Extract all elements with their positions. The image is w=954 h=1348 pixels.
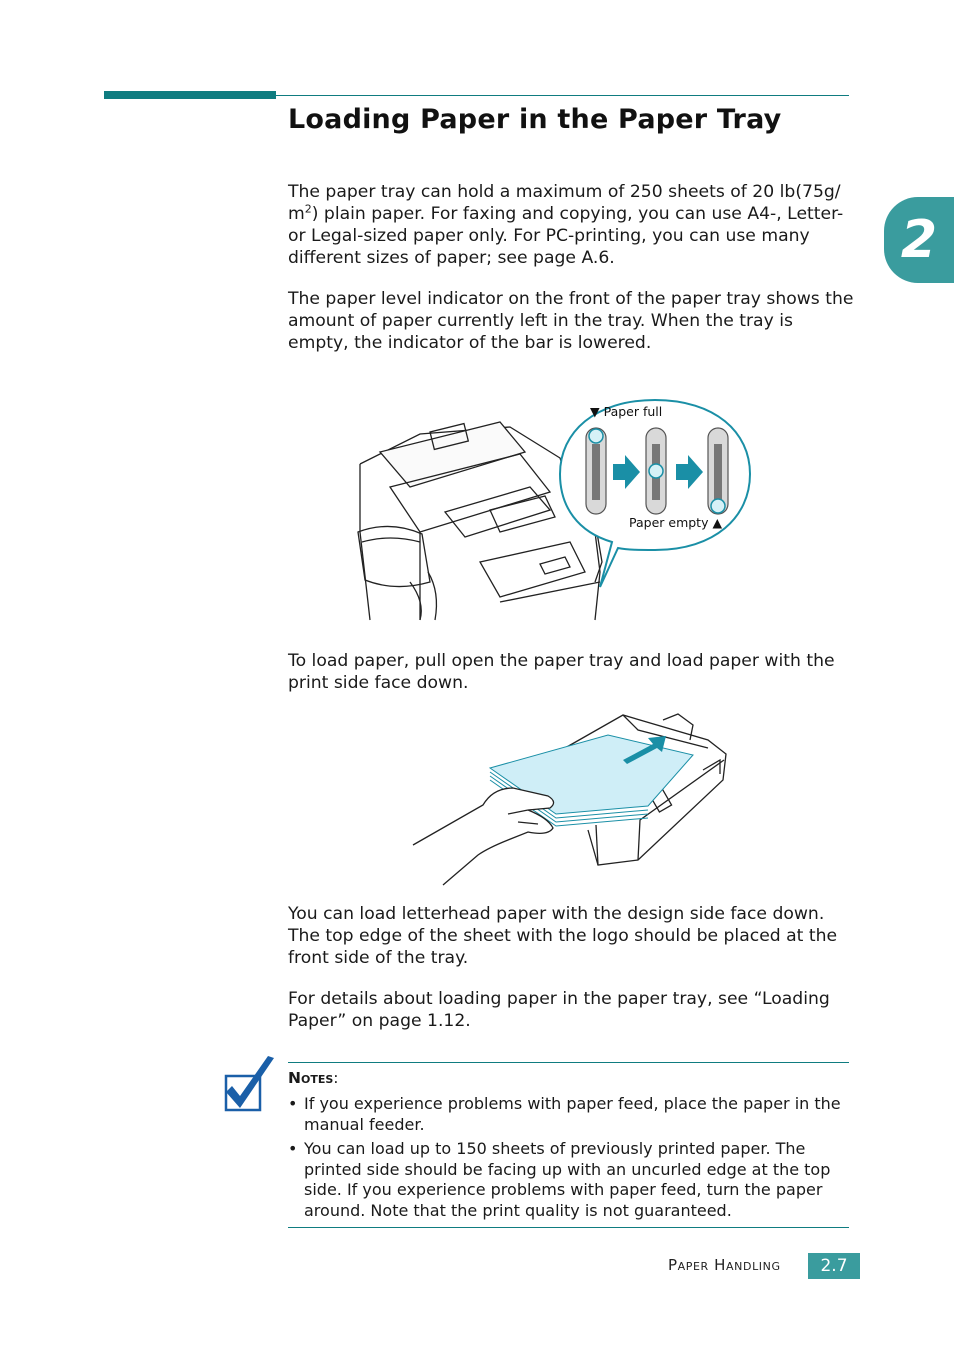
chapter-number: 2 bbox=[900, 210, 938, 270]
notes-rule-top bbox=[288, 1062, 849, 1063]
footer-section-title: Paper Handling bbox=[668, 1256, 781, 1274]
bar-slot bbox=[592, 444, 600, 500]
machine-level-figure bbox=[350, 392, 760, 622]
page-title: Loading Paper in the Paper Tray bbox=[288, 104, 782, 135]
level-bar-full bbox=[586, 428, 606, 514]
paragraph-see-also: For details about loading paper in the paper tray, see “Loading Paper” on page 1.12. bbox=[288, 989, 830, 1031]
paragraph-level-indicator: The paper level indicator on the front of the paper tray shows the amount of paper currently left in the tray. When the tray is empty, the indicator of the bar is lowered. bbox=[288, 289, 854, 353]
tray-loading-figure bbox=[408, 710, 738, 888]
note-item: • You can load up to 150 sheets of previously printed paper. The printed side should be facing up with an uncurled edge at the top side. If you experience problems with paper feed, turn the paper around. Note that the print quality is not guaranteed. bbox=[288, 1139, 848, 1221]
bar-knob bbox=[649, 464, 663, 478]
hand-illustration bbox=[413, 788, 554, 885]
notes-heading: Notes: bbox=[288, 1069, 339, 1087]
label-paper-full: ▼ Paper full bbox=[590, 404, 663, 419]
bar-slot bbox=[714, 444, 722, 500]
bar-knob bbox=[589, 429, 603, 443]
level-bar-half bbox=[646, 428, 666, 514]
header-rule-thick bbox=[104, 91, 276, 99]
notes-rule-bottom bbox=[288, 1227, 849, 1228]
note-item: • If you experience problems with paper feed, place the paper in the manual feeder. bbox=[288, 1094, 848, 1135]
notes-list bbox=[288, 1094, 848, 1225]
level-bar-empty bbox=[708, 428, 728, 514]
paragraph-letterhead: You can load letterhead paper with the design side face down. The top edge of the sheet with the logo should be placed at the front side of the tray. bbox=[288, 904, 838, 968]
paragraph-load-instruction: To load paper, pull open the paper tray and load paper with the print side face down. bbox=[288, 651, 835, 693]
page-number: 2.7 bbox=[808, 1253, 860, 1279]
bar-knob bbox=[711, 499, 725, 513]
label-paper-empty: Paper empty ▲ bbox=[629, 515, 723, 530]
paragraph-capacity: The paper tray can hold a maximum of 250 sheets of 20 lb(75g/ $m^2$) plain paper. For faxing and copying, you can use A4-, Letter- or Legal-sized paper only. For PC-printing, you can use many different sizes of paper; see page A.6. bbox=[288, 182, 844, 268]
checkmark-icon bbox=[222, 1056, 278, 1116]
header-rule-thin bbox=[276, 95, 849, 96]
